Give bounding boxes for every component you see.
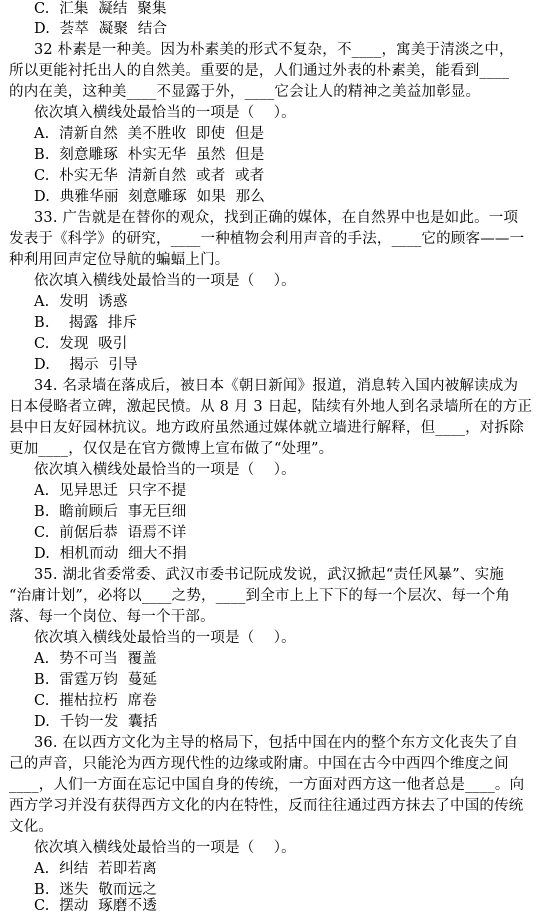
q34-option-b: B. 瞻前顾后 事无巨细 [34,504,187,520]
q34-prompt: 依次填入横线处最恰当的一项是（ ）。 [34,462,296,478]
q36-text-line-4: 西方学习并没有获得西方文化的内在特性，反而往往通过西方抹去了中国的传统 [9,798,524,814]
q34-text-line-1: 34. 名录墙在落成后，被日本《朝日新闻》报道，消息转入国内被解读成为 [34,378,519,394]
q31-option-c: C. 汇集 凝结 聚集 [34,1,167,17]
q32-option-c: C. 朴实无华 清新自然 或者 或者 [34,168,265,184]
q33-option-a: A. 发明 诱惑 [34,294,128,310]
q35-option-a: A. 势不可当 覆盖 [34,651,157,667]
q34-text-line-3: 县中日友好园林抗议。地方政府虽然通过媒体就立墙进行解释，但____，对拆除 [9,420,524,436]
q33-prompt: 依次填入横线处最恰当的一项是（ ）。 [34,273,296,289]
q35-prompt: 依次填入横线处最恰当的一项是（ ）。 [34,630,296,646]
q36-option-b: B. 迷失 敬而远之 [34,882,158,898]
q35-text-line-1: 35. 湖北省委常委、武汉市委书记阮成发说，武汉掀起“责任风暴”、实施 [34,567,504,583]
q36-text-line-3: ____，人们一方面在忘记中国自身的传统，一方面对西方这一他者总是____。向 [9,777,525,793]
q34-text-line-2: 日本侵略者立碑，激起民愤。从 8 月 3 日起，陆续有外地人到名录墙所在的方正 [9,399,533,415]
q31-option-d: D. 荟萃 凝聚 结合 [34,21,168,37]
q35-option-c: C. 摧枯拉朽 席卷 [34,693,158,709]
q32-option-a: A. 清新自然 美不胜收 即使 但是 [34,126,265,142]
q32-text-line-2: 所以更能衬托出人的自然美。重要的是，人们通过外表的朴素美，能看到____ [9,63,510,79]
q33-option-d: D. 揭示 引导 [34,357,138,373]
q34-option-d: D. 相机而动 细大不捐 [34,546,187,562]
q33-text-line-3: 种利用回声定位导航的蝙蝠上门。 [9,252,230,268]
q33-option-c: C. 发现 吸引 [34,336,128,352]
q36-text-line-5: 文化。 [9,819,54,835]
q34-option-a: A. 见异思迁 只字不提 [34,483,187,499]
q36-option-c: C. 摆动 琢磨不透 [34,898,158,914]
q33-option-b: B. 揭露 排斥 [34,315,138,331]
q34-text-line-4: 更加____，仅仅是在官方微博上宣布做了“处理”。 [9,441,334,457]
q35-text-line-3: 落、每一个岗位、每一个干部。 [9,609,215,625]
q36-text-line-2: 己的声音，只能沦为西方现代性的边缘或附庸。中国在古今中西四个维度之间 [9,756,509,772]
q35-text-line-2: “治庸计划”，必将以____之势，____到全市上上下下的每一个层次、每一个角 [9,588,511,604]
q32-text-line-3: 的内在美，这种美____不显露于外，____它会让人的精神之美益加彰显。 [9,84,481,100]
q35-option-d: D. 千钧一发 囊括 [34,714,158,730]
q33-text-line-1: 33. 广告就是在替你的观众，找到正确的媒体，在自然界中也是如此。一项 [34,210,519,226]
q36-text-line-1: 36. 在以西方文化为主导的格局下，包括中国在内的整个东方文化丧失了自 [34,735,519,751]
q32-text-line-1: 32 朴素是一种美。因为朴素美的形式不复杂，不____，寓美于清淡之中， [34,42,514,58]
q36-prompt: 依次填入横线处最恰当的一项是（ ）。 [34,840,296,856]
q32-prompt: 依次填入横线处最恰当的一项是（ ）。 [34,105,296,121]
q33-text-line-2: 发表于《科学》的研究，____一种植物会利用声音的手法，____它的顾客——一 [9,231,525,247]
q32-option-d: D. 典雅华丽 刻意雕琢 如果 那么 [34,189,265,205]
q32-option-b: B. 刻意雕琢 朴实无华 虽然 但是 [34,147,265,163]
q34-option-c: C. 前倨后恭 语焉不详 [34,525,187,541]
q35-option-b: B. 雷霆万钧 蔓延 [34,672,158,688]
q36-option-a: A. 纠结 若即若离 [34,861,157,877]
